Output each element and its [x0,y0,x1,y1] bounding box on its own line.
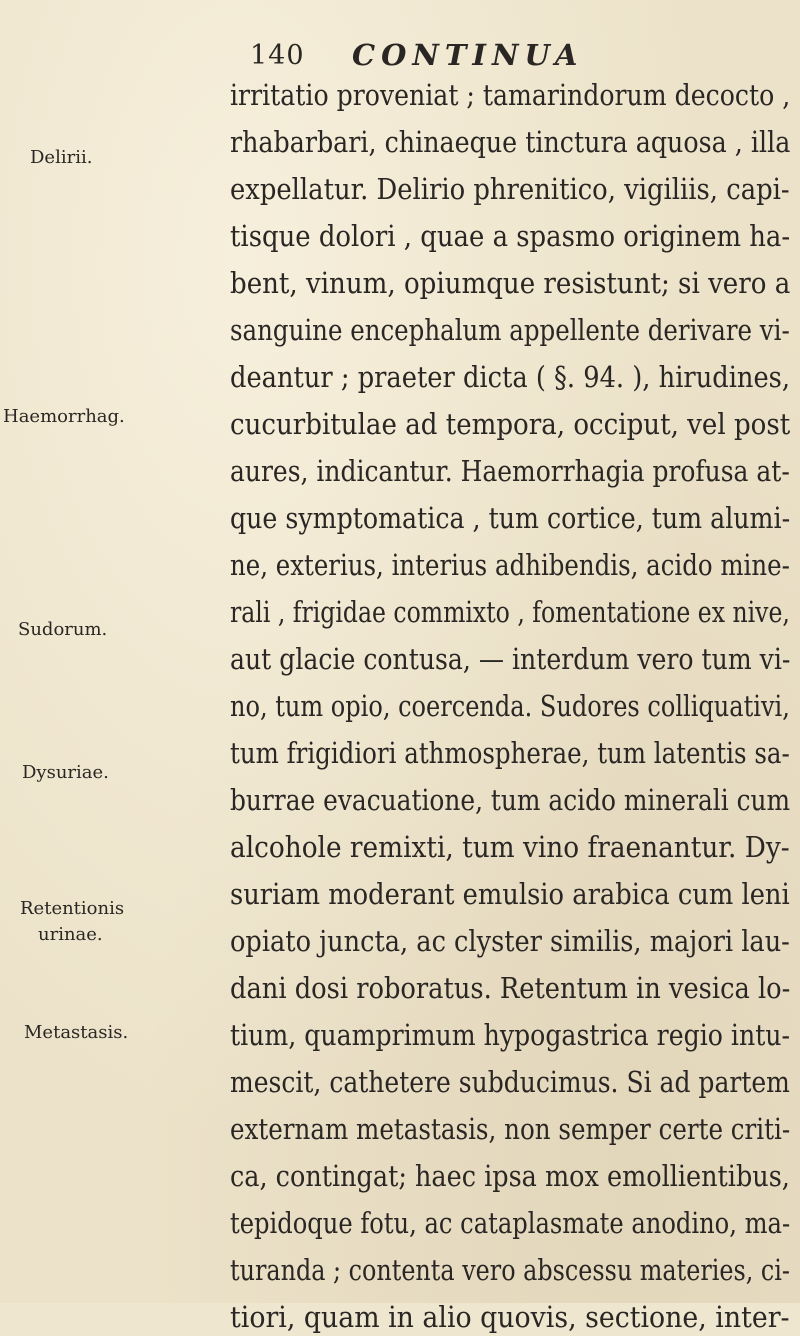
text-line: externam metastasis, non semper certe criti- [230,1113,791,1146]
text-line: tium, quamprimum hypogastrica regio intu- [230,1019,791,1052]
text-line: ne, exterius, interius adhibendis, acido mine- [230,549,790,582]
margin-note-line: Metastasis. [24,1022,129,1043]
text-line: opiato juncta, ac clyster similis, majori lau- [230,925,790,958]
margin-note-dysuriae [22,760,144,786]
margin-note-line: Sudorum. [18,619,108,640]
margin-note-line: Delirii. [30,147,93,168]
text-line: turanda ; contenta vero abscessu materies, ci- [230,1254,790,1287]
text-line: sanguine encephalum appellente derivare vi- [230,314,790,347]
text-line: tepidoque fotu, ac cataplasmate anodino, ma- [230,1207,791,1240]
text-line: dani dosi roboratus. Retentum in vesica lo- [230,972,791,1005]
margin-note-delirii [30,145,152,171]
running-title: CONTINUA [352,38,584,72]
margin-note-retentionis-urinae [20,896,142,948]
margin-note-sudorum [18,617,140,643]
text-line: burrae evacuatione, tum acido minerali cum [230,784,791,817]
text-line: rali , frigidae commixto , fomentatione ex nive, [230,596,790,629]
text-line: bent, vinum, opiumque resistunt; si vero a [230,267,791,300]
text-line: que symptomatica , tum cortice, tum alumi- [230,502,791,535]
text-line: tum frigidiori athmospherae, tum latentis sa- [230,737,790,770]
margin-note-line: urinae. [38,924,103,945]
text-line: alcohole remixti, tum vino fraenantur. Dy- [230,831,790,864]
margin-note-line: Retentionis [20,898,125,919]
margin-note-metastasis [24,1020,146,1046]
text-line: deantur ; praeter dicta ( §. 94. ), hirudines, [230,361,791,394]
text-line: suriam moderant emulsio arabica cum leni [230,878,790,911]
page-number: 140 [250,40,305,71]
text-line: tisque dolori , quae a spasmo originem ha- [230,220,791,253]
text-line: no, tum opio, coercenda. Sudores colliquativi, [230,690,790,723]
margin-note-line: Dysuriae. [22,762,109,783]
margin-note-haemorrhag [3,404,125,430]
text-line: expellatur. Delirio phrenitico, vigiliis, capi- [230,173,790,206]
text-line: cucurbitulae ad tempora, occiput, vel post [230,408,791,441]
text-line: ca, contingat; haec ipsa mox emollientibus, [230,1160,790,1193]
text-line: tiori, quam in alio quovis, sectione, inter- [230,1301,790,1334]
page-header [250,40,770,80]
text-line: aut glacie contusa, — interdum vero tum vi- [230,643,791,676]
text-line: mescit, cathetere subducimus. Si ad partem [230,1066,790,1099]
text-line: rhabarbari, chinaeque tinctura aquosa , illa [230,126,791,159]
text-line: irritatio proveniat ; tamarindorum decocto , [230,79,791,112]
margin-note-line: Haemorrhag. [3,406,125,427]
text-line: aures, indicantur. Haemorrhagia profusa at- [230,455,790,488]
